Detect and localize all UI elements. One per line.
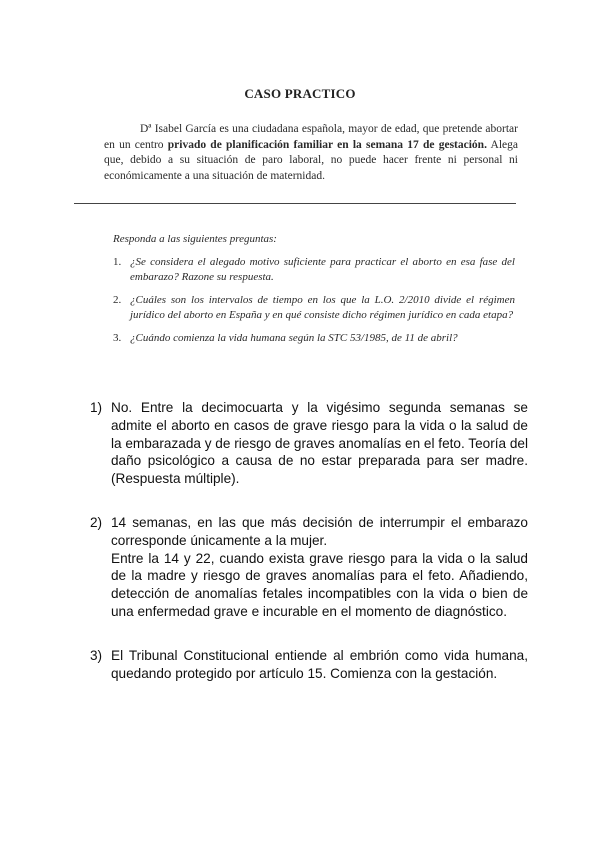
question-item — [113, 331, 515, 346]
intro-text-bold: privado de planificación familiar en la semana 17 de gestación. — [167, 138, 487, 151]
intro-text-start: Dª Isabel García es una ciudadana española, mayor de edad, que pretende abortar en un centro — [104, 123, 518, 151]
question-number: 2. — [113, 294, 122, 306]
question-number: 1. — [113, 256, 122, 268]
question-text: ¿Cuáles son los intervalos de tiempo en los que la L.O. 2/2010 divide el régimen jurídico del aborto en España y en qué consiste dicho régimen jurídico en cada etapa? — [130, 294, 515, 321]
question-item — [113, 293, 515, 322]
answer-text: 14 semanas, en las que más decisión de interrumpir el embarazo corresponde únicamente a la mujer. — [111, 514, 528, 548]
intro-text-end: Alega que, debido a su situación de paro laboral, no puede hacer frente ni personal ni económicamente a una situación de maternidad. — [104, 138, 518, 182]
case-intro-paragraph — [104, 122, 518, 184]
answer-item — [90, 514, 528, 621]
question-text: ¿Se considera el alegado motivo suficiente para practicar el aborto en esa fase del embarazo? Razone su respuesta. — [130, 256, 515, 283]
answer-number: 3) — [90, 647, 103, 663]
section-divider — [74, 203, 516, 204]
questions-list — [113, 255, 515, 355]
document-title: CASO PRACTICO — [244, 86, 356, 101]
answer-text: El Tribunal Constitucional entiende al embrión como vida humana, quedando protegido por artículo 15. Comienza con la gestación. — [111, 647, 528, 681]
question-item — [113, 255, 515, 284]
question-number: 3. — [113, 332, 122, 344]
answer-item — [90, 399, 528, 488]
answers-list — [90, 399, 528, 682]
questions-heading: Responda a las siguientes preguntas: — [113, 233, 277, 245]
answer-text-continued: Entre la 14 y 22, cuando exista grave riesgo para la vida o la salud de la madre y riesgo de graves anomalías para el feto. Añadiendo, detección de anomalías fetales incompatibles con la vida o bien de una enfermedad grave e incurable en el momento de diagnóstico. — [111, 550, 528, 619]
answer-number: 1) — [90, 400, 103, 415]
question-text: ¿Cuándo comienza la vida humana según la STC 53/1985, de 11 de abril? — [130, 332, 458, 344]
answer-item — [90, 647, 528, 683]
answer-text: No. Entre la decimocuarta y la vigésimo segunda semanas se admite el aborto en casos de grave riesgo para la vida o la salud de la embarazada y de riesgo de graves anomalías en el feto. Teoría del daño psicológico a causa de no estar preparada para ser madre. (Respuesta múltiple). — [111, 400, 528, 487]
answer-number: 2) — [90, 514, 103, 530]
